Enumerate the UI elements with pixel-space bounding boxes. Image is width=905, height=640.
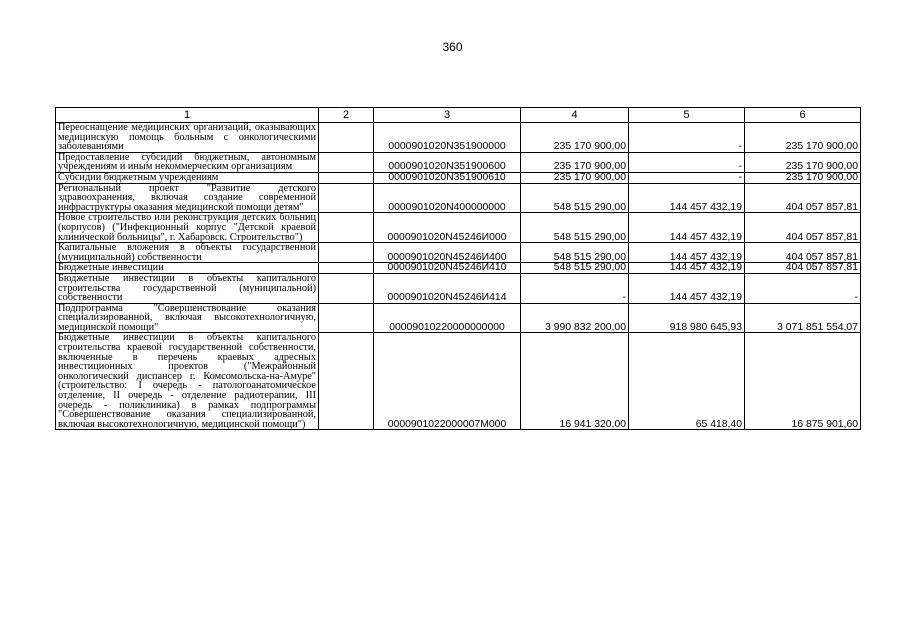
column-header-6: 6 xyxy=(745,108,861,123)
row-col5: 144 457 432,19 xyxy=(629,183,745,213)
row-col2 xyxy=(319,213,374,243)
row-col2 xyxy=(319,273,374,303)
row-col5: - xyxy=(629,172,745,183)
row-code: 0000901020N45246И410 xyxy=(374,263,521,274)
row-name: Бюджетные инвестиции в объекты капитального строительства государственной (муниципальной) собственности xyxy=(56,273,319,303)
table-row xyxy=(56,333,861,430)
table-row xyxy=(56,152,861,172)
row-col6: 404 057 857,81 xyxy=(745,243,861,263)
page-number: 360 xyxy=(442,40,463,54)
row-code: 0000901020N351900610 xyxy=(374,172,521,183)
row-col4: 548 515 290,00 xyxy=(521,263,629,274)
row-col6: 16 875 901,60 xyxy=(745,333,861,430)
row-col4: 235 170 900,00 xyxy=(521,172,629,183)
row-col2 xyxy=(319,152,374,172)
row-code: 0000901020N351900600 xyxy=(374,152,521,172)
table-row xyxy=(56,243,861,263)
row-col5: - xyxy=(629,152,745,172)
row-col4: 3 990 832 200,00 xyxy=(521,303,629,333)
row-col5: 144 457 432,19 xyxy=(629,213,745,243)
row-col6: 404 057 857,81 xyxy=(745,213,861,243)
table-body xyxy=(56,123,861,430)
row-col4: 235 170 900,00 xyxy=(521,152,629,172)
row-code: 0000901020N400000000 xyxy=(374,183,521,213)
budget-table xyxy=(55,107,861,430)
row-code: 00009010220000000000 xyxy=(374,303,521,333)
row-col2 xyxy=(319,183,374,213)
row-name: Подпрограмма "Совершенствование оказания специализированной, включая высокотехнологичную, медицинской помощи" xyxy=(56,303,319,333)
row-col6: - xyxy=(745,273,861,303)
row-name: Субсидии бюджетным учреждениям xyxy=(56,172,319,183)
table-row xyxy=(56,183,861,213)
row-col6: 404 057 857,81 xyxy=(745,183,861,213)
row-code: 0000901020N45246И000 xyxy=(374,213,521,243)
row-col2 xyxy=(319,172,374,183)
row-col5: - xyxy=(629,123,745,153)
row-col2 xyxy=(319,123,374,153)
row-col2 xyxy=(319,263,374,274)
row-col2 xyxy=(319,243,374,263)
column-header-4: 4 xyxy=(521,108,629,123)
row-col2 xyxy=(319,333,374,430)
row-col5: 144 457 432,19 xyxy=(629,243,745,263)
row-col5: 144 457 432,19 xyxy=(629,263,745,274)
row-name: Новое строительство или реконструкция детских больниц (корпусов) ("Инфекционный корпус "Детской краевой клинической больницы", г. Хабаровск. Строительство") xyxy=(56,213,319,243)
row-name: Переоснащение медицинских организаций, оказывающих медицинскую помощь больным с онкологическими заболеваниями xyxy=(56,123,319,153)
column-header-5: 5 xyxy=(629,108,745,123)
table-header xyxy=(56,108,861,123)
header-row xyxy=(56,108,861,123)
table-row xyxy=(56,213,861,243)
table-row xyxy=(56,172,861,183)
row-name: Капитальные вложения в объекты государственной (муниципальной) собственности xyxy=(56,243,319,263)
row-col4: 548 515 290,00 xyxy=(521,243,629,263)
row-col4: 548 515 290,00 xyxy=(521,183,629,213)
row-col6: 235 170 900,00 xyxy=(745,172,861,183)
column-header-1: 1 xyxy=(56,108,319,123)
row-col4: 235 170 900,00 xyxy=(521,123,629,153)
row-name: Предоставление субсидий бюджетным, автономным учреждениям и иным некоммерческим организациям xyxy=(56,152,319,172)
row-col6: 235 170 900,00 xyxy=(745,152,861,172)
row-col4: 548 515 290,00 xyxy=(521,213,629,243)
row-code: 0000901020N351900000 xyxy=(374,123,521,153)
row-col4: 16 941 320,00 xyxy=(521,333,629,430)
row-col6: 404 057 857,81 xyxy=(745,263,861,274)
row-col5: 144 457 432,19 xyxy=(629,273,745,303)
row-col5: 918 980 645,93 xyxy=(629,303,745,333)
row-name: Бюджетные инвестиции xyxy=(56,263,319,274)
row-col6: 3 071 851 554,07 xyxy=(745,303,861,333)
row-col6: 235 170 900,00 xyxy=(745,123,861,153)
column-header-3: 3 xyxy=(374,108,521,123)
column-header-2: 2 xyxy=(319,108,374,123)
table-row xyxy=(56,123,861,153)
row-code: 0000901020N45246И414 xyxy=(374,273,521,303)
row-name: Бюджетные инвестиции в объекты капитального строительства краевой государственной собственности, включенные в перечень краевых адресных инвестиционных проектов ("Межрайонный онкологический диспансер г. Комсомольска-на-Амуре" (строительство: I очередь - патологоанатомическое отделение, II очередь - отделение радиотерапии, III очередь - поликлиника) в рамках подпрограммы "Совершенствование оказания специализированной, включая высокотехнологичную, медицинской помощи") xyxy=(56,333,319,430)
row-code: 0000901020N45246И400 xyxy=(374,243,521,263)
row-col5: 65 418,40 xyxy=(629,333,745,430)
table-row xyxy=(56,273,861,303)
row-col2 xyxy=(319,303,374,333)
row-col4: - xyxy=(521,273,629,303)
table-row xyxy=(56,263,861,274)
table-row xyxy=(56,303,861,333)
row-name: Региональный проект "Развитие детского здравоохранения, включая создание современной инфраструктуры оказания медицинской помощи детям" xyxy=(56,183,319,213)
row-code: 0000901022000007M000 xyxy=(374,333,521,430)
